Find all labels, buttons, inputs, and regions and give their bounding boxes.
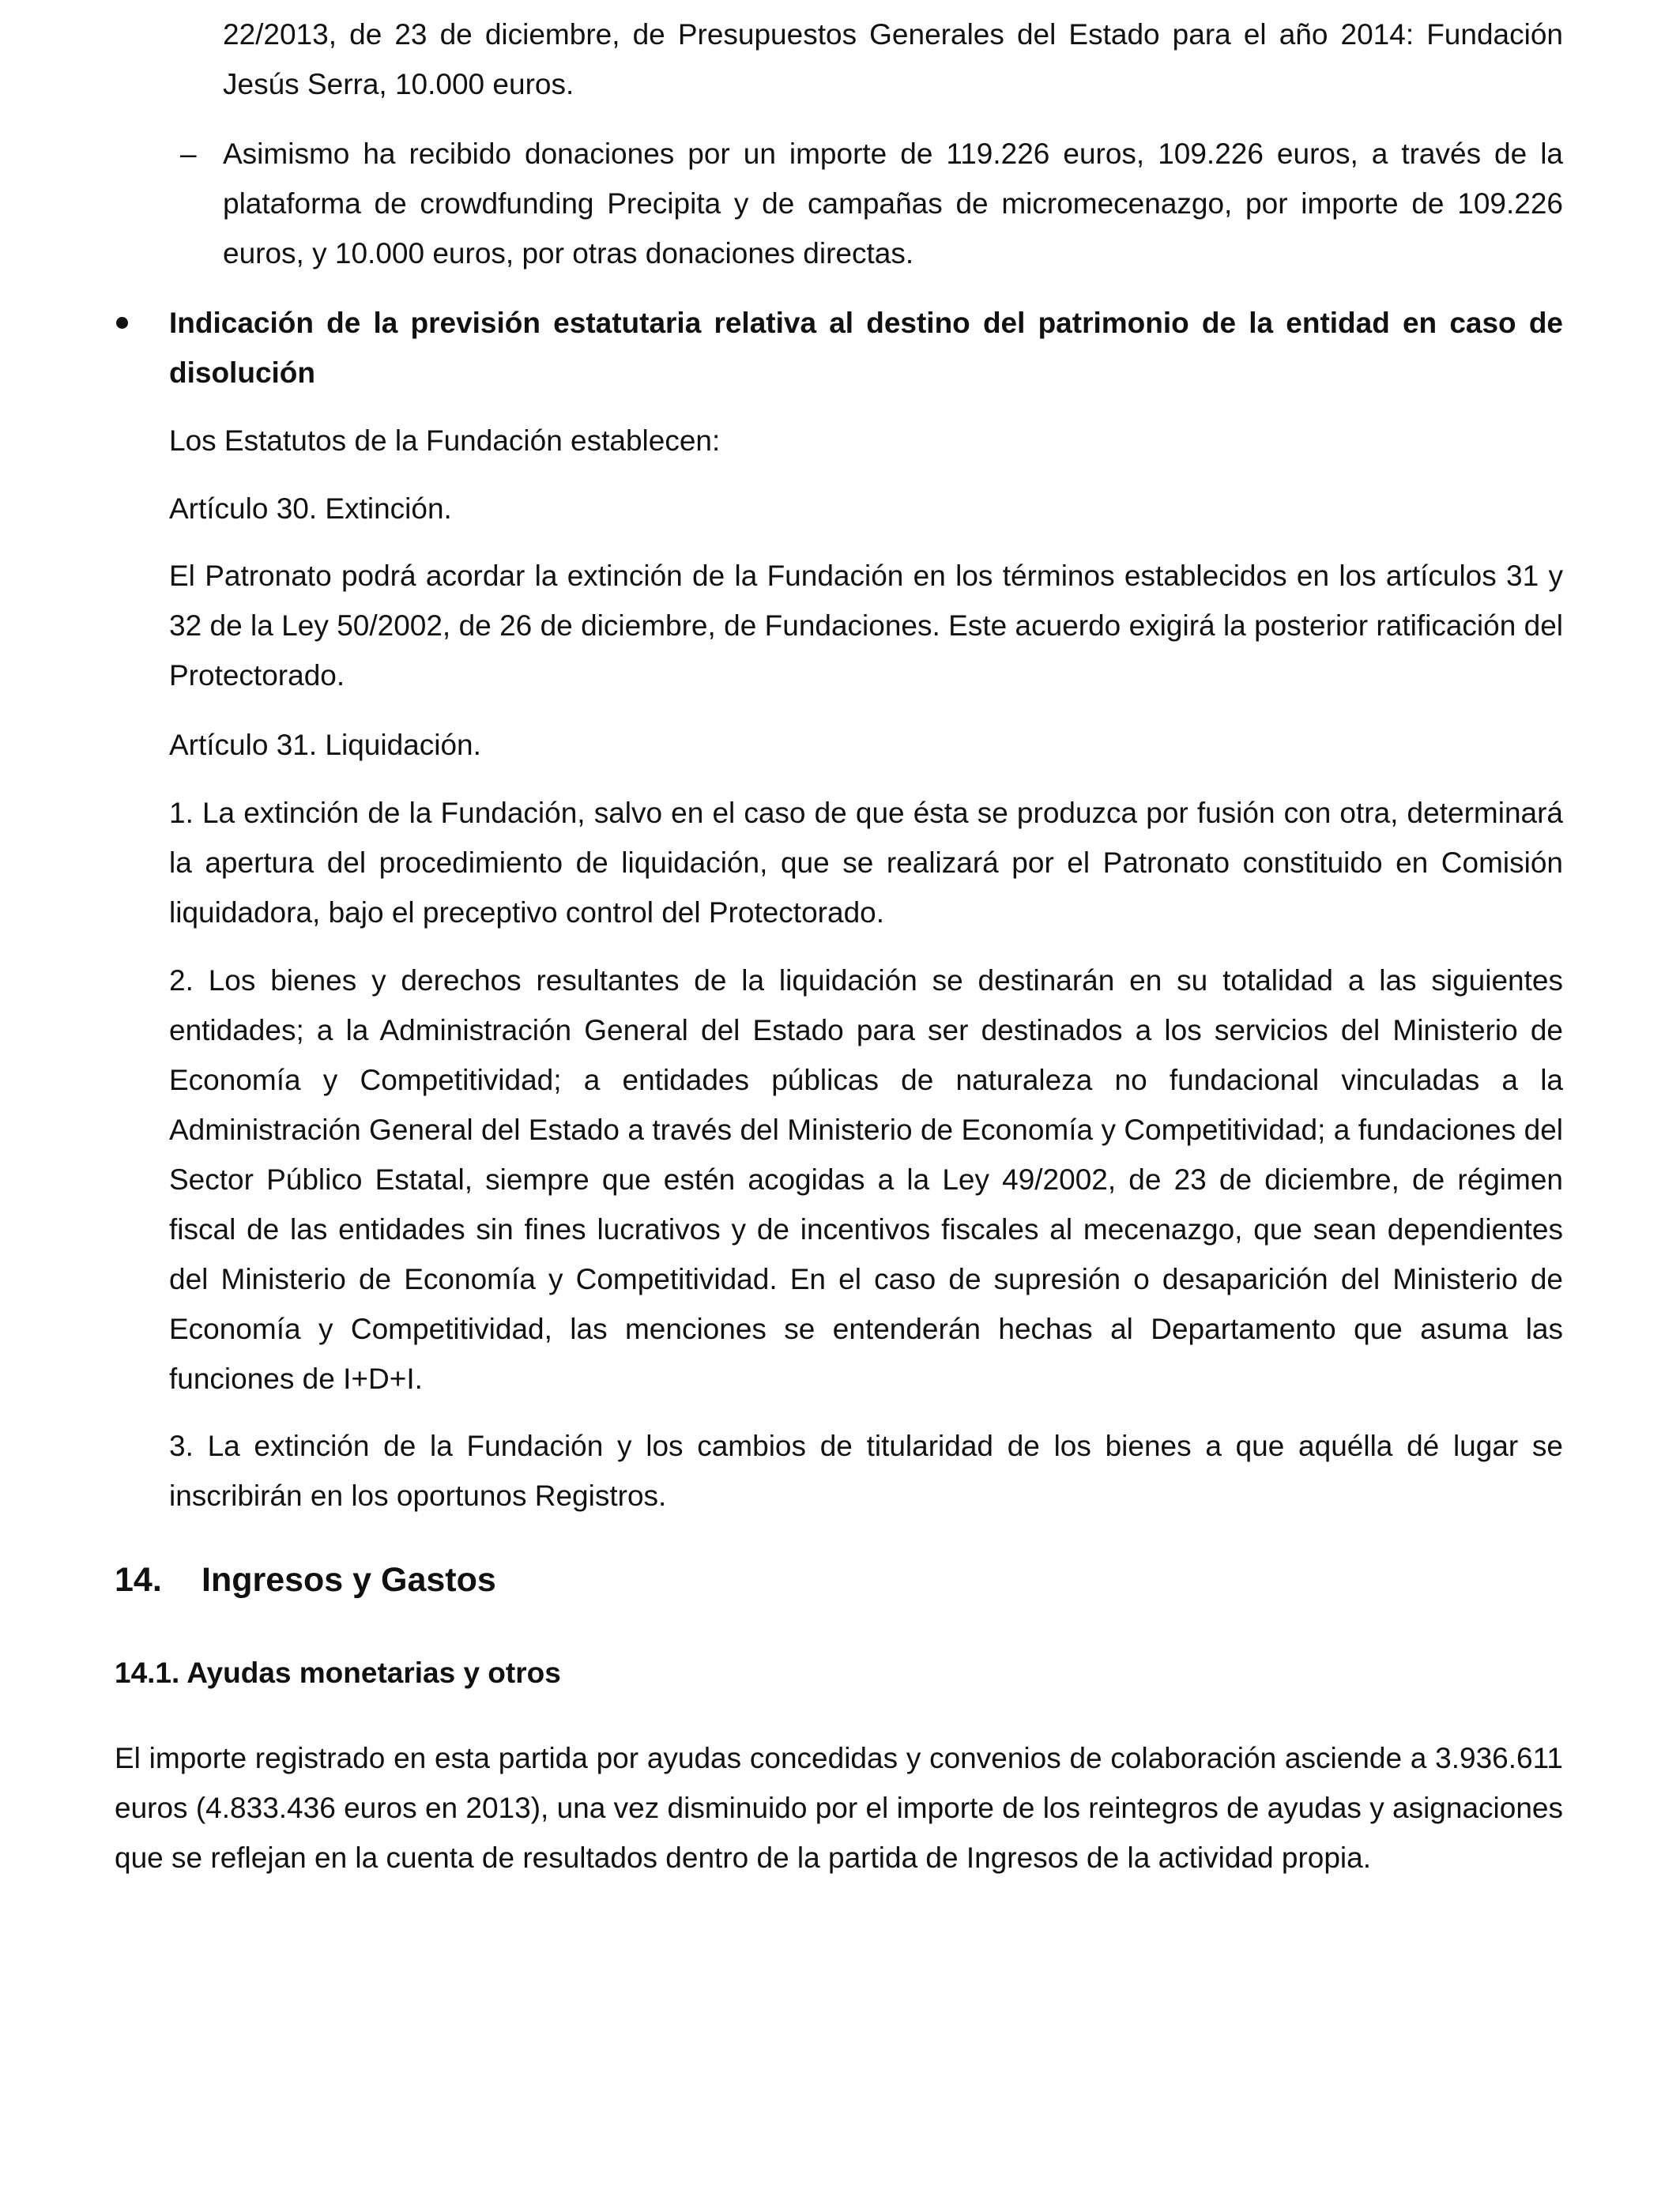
article-30-title: Artículo 30. Extinción. xyxy=(169,492,452,525)
article-31-paragraph-3: 3. La extinción de la Fundación y los cambios de titularidad de los bienes a que aquélla dé lugar se inscribirán en los oportunos Registros. xyxy=(169,1430,1563,1512)
section-14-number: 14. xyxy=(115,1561,162,1599)
article-31-paragraph-1: 1. La extinción de la Fundación, salvo en el caso de que ésta se produzca por fusión con otra, determinará la apertura del procedimiento de liquidación, que se realizará por el Patronato constituido en Comisión liquidadora, bajo el preceptivo control del Protectorado. xyxy=(169,797,1563,929)
dash-list-marker: – xyxy=(180,138,197,170)
article-31-paragraph-2: 2. Los bienes y derechos resultantes de la liquidación se destinarán en su totalidad a las siguientes entidades; a la Administración General del Estado para ser destinados a los servicios del Ministerio de Economía y Competitividad; a entidades públicas de naturaleza no fundacional vinculadas a la Administración General del Estado a través del Ministerio de Economía y Competitividad; a fundaciones del Sector Público Estatal, siempre que estén acogidas a la Ley 49/2002, de 23 de diciembre, de régimen fiscal de las entidades sin fines lucrativos y de incentivos fiscales al mecenazgo, que sean dependientes del Ministerio de Economía y Competitividad. En el caso de supresión o desaparición del Ministerio de Economía y Competitividad, las menciones se entenderán hechas al Departamento que asuma las funciones de I+D+I. xyxy=(169,964,1563,1395)
statutes-intro: Los Estatutos de la Fundación establecen: xyxy=(169,424,721,457)
donations-list-item: Asimismo ha recibido donaciones por un importe de 119.226 euros, 109.226 euros, a través de la plataforma de crowdfunding Precipita y de campañas de micromecenazgo, por importe de 109.226 euros, y 10.000 euros, por otras donaciones directas. xyxy=(223,138,1563,270)
article-31-title: Artículo 31. Liquidación. xyxy=(169,729,481,761)
section-14-title: Ingresos y Gastos xyxy=(202,1561,496,1599)
subsection-14-1-paragraph: El importe registrado en esta partida por ayudas concedidas y convenios de colaboración asciende a 3.936.611 euros (4.833.436 euros en 2013), una vez disminuido por el importe de los reintegros de ayudas y asignaciones que se reflejan en la cuenta de resultados dentro de la partida de Ingresos de la actividad propia. xyxy=(115,1742,1563,1874)
bullet-icon xyxy=(115,298,132,315)
bullet-heading: Indicación de la previsión estatutaria relativa al destino del patrimonio de la entidad en caso de disolución xyxy=(169,307,1563,389)
continued-list-item: 22/2013, de 23 de diciembre, de Presupuestos Generales del Estado para el año 2014: Fundación Jesús Serra, 10.000 euros. xyxy=(223,18,1563,100)
subsection-14-1-title: 14.1. Ayudas monetarias y otros xyxy=(115,1657,561,1689)
article-30-text: El Patronato podrá acordar la extinción de la Fundación en los términos establecidos en los artículos 31 y 32 de la Ley 50/2002, de 26 de diciembre, de Fundaciones. Este acuerdo exigirá la posterior ratificación del Protectorado. xyxy=(169,560,1563,692)
